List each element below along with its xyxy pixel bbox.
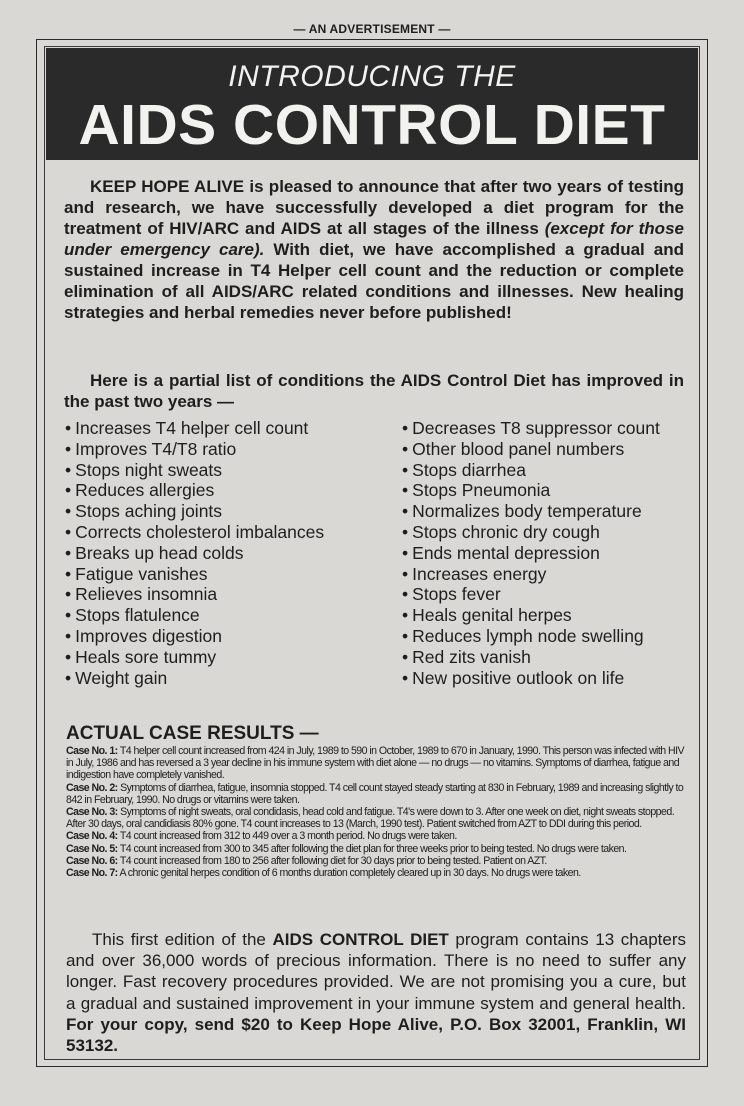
conditions-list-right xyxy=(402,418,702,688)
case-label: Case No. 2: xyxy=(66,781,118,794)
conditions-list-left xyxy=(65,418,385,688)
case-results xyxy=(66,745,690,879)
case-text: T4 count increased from 312 to 449 over a 3 month period. No drugs were taken. xyxy=(119,830,457,843)
advertisement-label: — AN ADVERTISEMENT — xyxy=(293,22,451,36)
banner-intro: INTRODUCING THE xyxy=(228,60,516,93)
condition-item: • Stops fever xyxy=(402,584,702,605)
condition-item: • Increases T4 helper cell count xyxy=(65,418,385,439)
condition-item: • Stops aching joints xyxy=(65,501,385,522)
case-entry xyxy=(66,843,690,855)
lead-paragraph xyxy=(64,176,684,323)
condition-item: • Stops flatulence xyxy=(65,605,385,626)
condition-item: • Other blood panel numbers xyxy=(402,439,702,460)
condition-item: • Stops night sweats xyxy=(65,460,385,481)
case-entry xyxy=(66,745,690,782)
condition-item: • Heals genital herpes xyxy=(402,605,702,626)
case-entry xyxy=(66,782,690,806)
case-entry xyxy=(66,830,690,842)
conditions-intro: Here is a partial list of conditions the AIDS Control Diet has improved in the past two years — xyxy=(64,371,684,411)
case-text: T4 count increased from 300 to 345 after following the diet plan for three weeks prior to being tested. No drugs were taken. xyxy=(119,842,627,855)
condition-item: • Weight gain xyxy=(65,668,385,689)
closing-text-2: program contains 13 chapters and over 36,000 words of precious information. There is no need to suffer any longer. Fast recovery procedures provided. We are not promising you a cure, but a gradual and sustained improvement in your immune system and general health. xyxy=(66,930,686,1013)
condition-item: • Reduces allergies xyxy=(65,480,385,501)
condition-item: • Stops Pneumonia xyxy=(402,480,702,501)
condition-item: • Increases energy xyxy=(402,564,702,585)
lead-italic: (except for those under emergency care). xyxy=(64,219,684,259)
case-text: T4 helper cell count increased from 424 in July, 1989 to 590 in October, 1989 to 670 in January, 1990. This person was infected with HIV in July, 1986 and has reversed a 3 year decline in his immune system with diet alone — no drugs — no vitamins. Symptoms of diarrhea, fatigue and indigestion have completely vanished. xyxy=(66,745,685,782)
case-label: Case No. 4: xyxy=(66,830,118,843)
condition-item: • Heals sore tummy xyxy=(65,647,385,668)
closing-text-1: This first edition of the xyxy=(92,930,273,949)
condition-item: • Corrects cholesterol imbalances xyxy=(65,522,385,543)
case-text: T4 count increased from 180 to 256 after following diet for 30 days prior to being tested. Patient on AZT. xyxy=(119,854,547,867)
condition-item: • Stops chronic dry cough xyxy=(402,522,702,543)
case-text: Symptoms of diarrhea, fatigue, insomnia stopped. T4 cell count stayed steady starting at 830 in February, 1989 and increasing slightly to 842 in February, 1990. No drugs or vitamins were taken. xyxy=(66,781,684,806)
case-label: Case No. 7: xyxy=(66,867,118,880)
condition-item: • Decreases T8 suppressor count xyxy=(402,418,702,439)
case-entry xyxy=(66,867,690,879)
condition-item: • Normalizes body temperature xyxy=(402,501,702,522)
condition-item: • Red zits vanish xyxy=(402,647,702,668)
title-banner xyxy=(46,48,698,160)
case-entry xyxy=(66,806,690,830)
condition-item: • Improves digestion xyxy=(65,626,385,647)
lead-text-2: With diet, we have accomplished a gradual and sustained increase in T4 Helper cell count and the reduction or complete elimination of all AIDS/ARC related conditions and illnesses. New healing strategies and herbal remedies never before published! xyxy=(64,240,684,322)
case-label: Case No. 6: xyxy=(66,854,118,867)
closing-paragraph xyxy=(66,929,686,1056)
condition-item: • Reduces lymph node swelling xyxy=(402,626,702,647)
order-instructions: For your copy, send $20 to Keep Hope Alive, P.O. Box 32001, Franklin, WI 53132. xyxy=(66,1014,686,1056)
condition-item: • Fatigue vanishes xyxy=(65,564,385,585)
condition-item: • New positive outlook on life xyxy=(402,668,702,689)
case-text: A chronic genital herpes condition of 6 months duration completely cleared up in 30 days. No drugs were taken. xyxy=(119,867,581,880)
case-label: Case No. 3: xyxy=(66,806,118,819)
condition-item: • Stops diarrhea xyxy=(402,460,702,481)
lead-text-1: KEEP HOPE ALIVE is pleased to announce that after two years of testing and research, we have successfully developed a diet program for the treatment of HIV/ARC and AIDS at all stages of the illness xyxy=(64,177,684,238)
case-entry xyxy=(66,855,690,867)
case-results-heading: ACTUAL CASE RESULTS — xyxy=(66,723,319,744)
case-text: Symptoms of night sweats, oral condidasis, head cold and fatigue. T4's were down to 3. After one week on diet, night sweats stopped. After 30 days, oral candidiasis 80% gone. T4 count increases to 13 (March, 1990 test). Patient switched from AZT to DDI during this period. xyxy=(66,806,675,831)
case-label: Case No. 5: xyxy=(66,842,118,855)
closing-program-name: AIDS CONTROL DIET xyxy=(272,930,449,949)
condition-item: • Improves T4/T8 ratio xyxy=(65,439,385,460)
condition-item: • Relieves insomnia xyxy=(65,584,385,605)
banner-title: AIDS CONTROL DIET xyxy=(78,93,666,157)
condition-item: • Breaks up head colds xyxy=(65,543,385,564)
case-label: Case No. 1: xyxy=(66,745,118,757)
condition-item: • Ends mental depression xyxy=(402,543,702,564)
